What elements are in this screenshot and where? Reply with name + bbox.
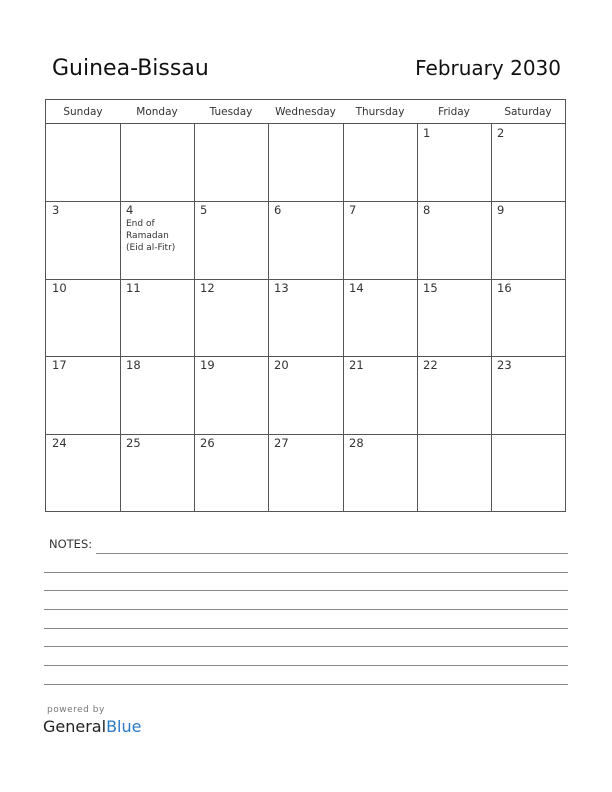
notes-label: NOTES: xyxy=(49,537,93,551)
weekday-thursday: Thursday xyxy=(355,106,405,118)
day-cell[interactable] xyxy=(491,434,565,511)
day-cell[interactable] xyxy=(343,434,417,511)
calendar-grid xyxy=(45,99,566,512)
day-number: 18 xyxy=(126,358,141,373)
day-cell[interactable] xyxy=(268,279,343,356)
day-number: 24 xyxy=(52,435,67,450)
day-cell[interactable] xyxy=(417,201,491,278)
day-number: 27 xyxy=(274,435,289,450)
note-line xyxy=(44,646,568,647)
note-line xyxy=(44,609,568,610)
generalblue-logo[interactable] xyxy=(43,717,141,736)
day-number: 8 xyxy=(423,203,431,218)
day-cell[interactable] xyxy=(46,279,120,356)
day-number: 4 xyxy=(126,203,134,218)
weekday-tuesday: Tuesday xyxy=(209,106,253,118)
day-cell[interactable] xyxy=(194,124,268,201)
day-cell[interactable] xyxy=(417,124,491,201)
day-cell[interactable] xyxy=(491,279,565,356)
day-number: 3 xyxy=(52,203,60,218)
day-cell[interactable] xyxy=(194,356,268,433)
brand-general-text: General xyxy=(43,717,107,736)
day-cell[interactable] xyxy=(417,356,491,433)
day-number: 12 xyxy=(200,280,215,295)
day-cell[interactable] xyxy=(343,124,417,201)
brand-blue-text: Blue xyxy=(106,717,142,736)
weekday-header-row xyxy=(46,100,565,124)
day-number: 19 xyxy=(200,358,215,373)
day-number: 28 xyxy=(349,435,364,450)
day-cell[interactable] xyxy=(343,201,417,278)
day-cell[interactable] xyxy=(268,201,343,278)
day-number: 7 xyxy=(349,203,357,218)
holiday-label: End of Ramadan (Eid al-Fitr) xyxy=(126,219,176,254)
day-cell[interactable] xyxy=(417,279,491,356)
country-title: Guinea-Bissau xyxy=(52,56,209,81)
day-number: 2 xyxy=(497,126,505,140)
day-cell[interactable] xyxy=(417,434,491,511)
day-cell[interactable] xyxy=(343,356,417,433)
weekday-saturday: Saturday xyxy=(504,106,552,118)
weekday-monday: Monday xyxy=(136,106,178,118)
day-number: 11 xyxy=(126,280,141,295)
day-number: 16 xyxy=(497,280,512,295)
day-number: 15 xyxy=(423,280,438,295)
day-cell[interactable] xyxy=(194,201,268,278)
day-cell[interactable] xyxy=(46,124,120,201)
weekday-wednesday: Wednesday xyxy=(275,106,336,118)
note-line xyxy=(96,553,568,554)
weekday-sunday: Sunday xyxy=(63,106,103,118)
day-cell[interactable] xyxy=(268,124,343,201)
day-cell[interactable] xyxy=(46,356,120,433)
day-cell[interactable] xyxy=(46,434,120,511)
day-cell[interactable] xyxy=(343,279,417,356)
day-number: 25 xyxy=(126,435,141,450)
note-line xyxy=(44,665,568,666)
day-number: 26 xyxy=(200,435,215,450)
note-line xyxy=(44,590,568,591)
day-cell[interactable] xyxy=(120,279,194,356)
day-number: 1 xyxy=(423,126,431,140)
powered-by-text: powered by xyxy=(47,705,105,715)
day-cell[interactable] xyxy=(120,356,194,433)
day-number: 9 xyxy=(497,203,505,218)
day-cell[interactable] xyxy=(491,356,565,433)
day-cell[interactable] xyxy=(194,279,268,356)
day-cell[interactable] xyxy=(268,434,343,511)
day-cell[interactable] xyxy=(194,434,268,511)
weekday-friday: Friday xyxy=(438,106,470,118)
note-line xyxy=(44,684,568,685)
month-year-title: February 2030 xyxy=(415,56,561,80)
day-number: 5 xyxy=(200,203,208,218)
day-number: 21 xyxy=(349,358,364,373)
day-number: 14 xyxy=(349,280,364,295)
note-line xyxy=(44,628,568,629)
day-cell[interactable] xyxy=(268,356,343,433)
day-number: 22 xyxy=(423,358,438,373)
day-number: 10 xyxy=(52,280,67,295)
day-number: 23 xyxy=(497,358,512,373)
day-cell[interactable] xyxy=(120,201,194,278)
day-cell[interactable] xyxy=(120,434,194,511)
day-cell[interactable] xyxy=(120,124,194,201)
note-line xyxy=(44,572,568,573)
day-number: 20 xyxy=(274,358,289,373)
day-cell[interactable] xyxy=(491,201,565,278)
day-number: 6 xyxy=(274,203,282,218)
day-number: 13 xyxy=(274,280,289,295)
day-cell[interactable] xyxy=(46,201,120,278)
day-cell[interactable] xyxy=(491,124,565,201)
day-number: 17 xyxy=(52,358,67,373)
